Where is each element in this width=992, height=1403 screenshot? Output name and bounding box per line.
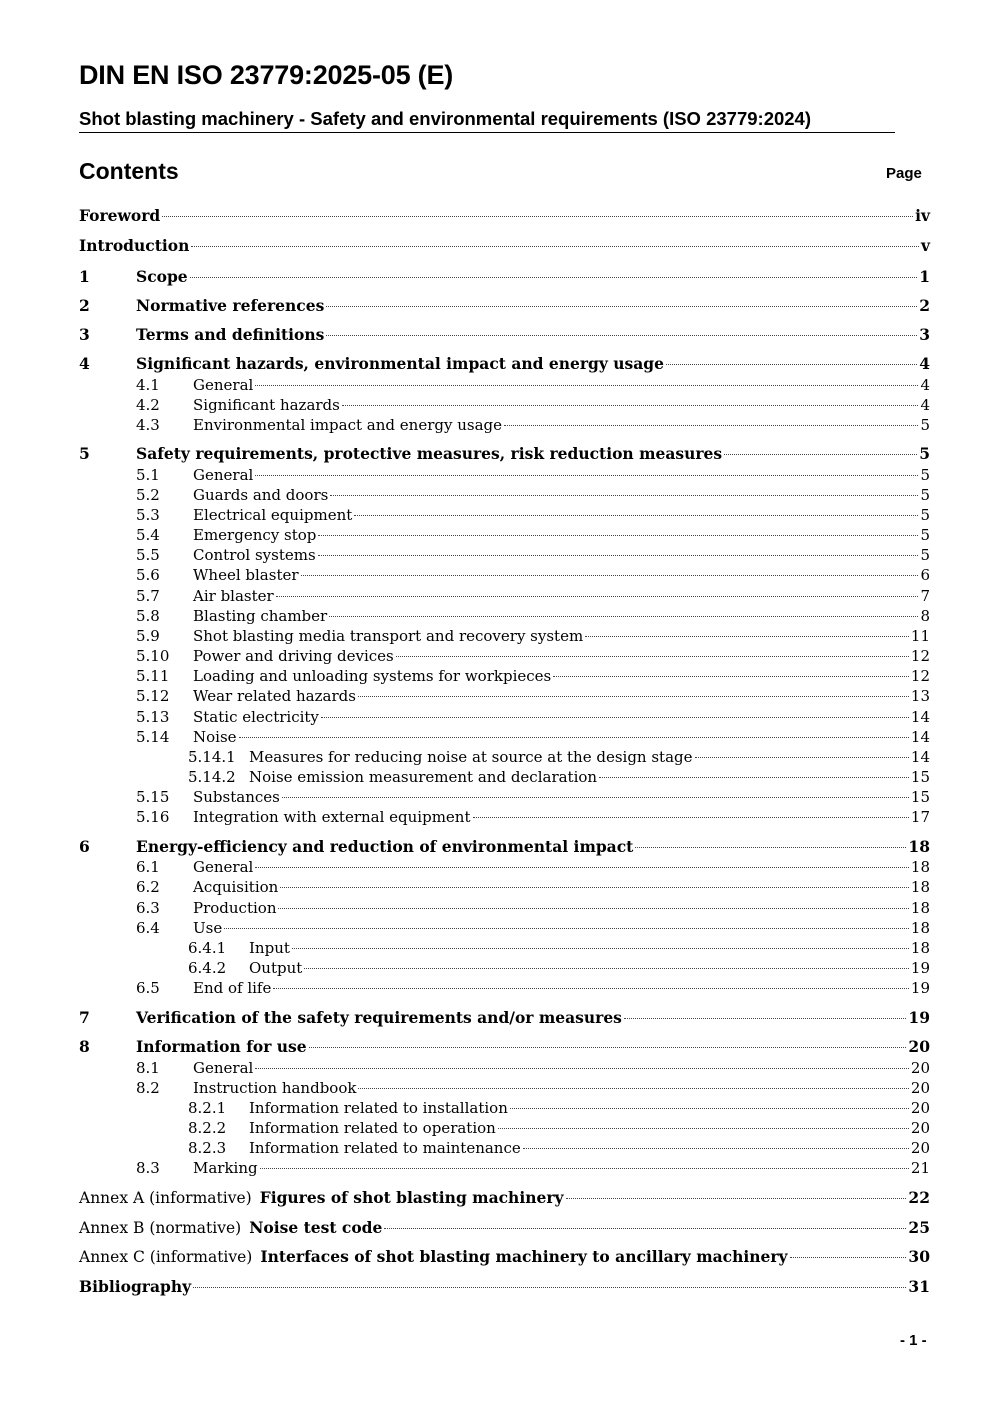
toc-entry-page: 7 — [920, 587, 930, 605]
toc-entry[interactable] — [79, 807, 930, 827]
toc-entry[interactable] — [79, 666, 930, 686]
contents-heading: Contents — [79, 158, 179, 184]
dot-leader — [255, 1068, 909, 1069]
toc-entry-title: Normative references — [136, 296, 325, 315]
dot-leader — [255, 867, 909, 868]
toc-entry-page: 2 — [919, 296, 930, 315]
toc-entry-number: 8.1 — [136, 1059, 160, 1077]
toc-entry-page: 21 — [910, 1159, 930, 1177]
toc-entry-title: Significant hazards, environmental impact and energy usage — [136, 354, 664, 373]
toc-entry[interactable] — [79, 375, 930, 395]
dot-leader — [292, 948, 909, 949]
toc-entry[interactable] — [79, 857, 930, 877]
toc-entry[interactable] — [79, 606, 930, 626]
toc-entry-page: 15 — [910, 788, 930, 806]
toc-entry[interactable] — [79, 545, 930, 565]
toc-entry-number: Annex C (informative) — [79, 1248, 253, 1266]
toc-entry-title: Introduction — [79, 236, 190, 255]
toc-entry-title: Noise emission measurement and declaration — [249, 768, 598, 786]
toc-entry-title: Control systems — [193, 546, 316, 564]
toc-entry-number: 4 — [79, 354, 90, 373]
dot-leader — [309, 1047, 907, 1048]
toc-entry-number: 5 — [79, 444, 90, 463]
toc-entry-title: Safety requirements, protective measures, risk reduction measures — [136, 444, 723, 463]
toc-entry-title: General — [193, 858, 254, 876]
dot-leader — [301, 575, 919, 576]
toc-entry-page: 4 — [919, 354, 930, 373]
toc-entry-page: 20 — [910, 1099, 930, 1117]
toc-entry-title: Information related to maintenance — [249, 1139, 521, 1157]
dot-leader — [695, 757, 909, 758]
dot-leader — [239, 737, 909, 738]
toc-entry[interactable] — [79, 787, 930, 807]
dot-leader — [635, 847, 906, 848]
dot-leader — [585, 636, 909, 637]
toc-entry-page: 20 — [910, 1139, 930, 1157]
toc-entry-number: 7 — [79, 1008, 90, 1027]
toc-entry[interactable] — [79, 236, 930, 256]
toc-entry-title: General — [193, 376, 254, 394]
toc-entry-number: 4.1 — [136, 376, 160, 394]
toc-entry[interactable] — [79, 1118, 930, 1138]
toc-entry[interactable] — [79, 505, 930, 525]
toc-entry[interactable] — [79, 586, 930, 606]
toc-entry-number: 5.12 — [136, 687, 170, 705]
page-column-label: Page — [886, 165, 922, 182]
dot-leader — [384, 1228, 906, 1229]
toc-entry-title: Static electricity — [193, 708, 319, 726]
toc-entry-number: 5.4 — [136, 526, 160, 544]
toc-entry[interactable] — [79, 1158, 930, 1178]
dot-leader — [255, 475, 918, 476]
toc-entry-number: 1 — [79, 267, 90, 286]
toc-entry[interactable] — [79, 325, 930, 345]
toc-entry-page: 11 — [910, 627, 930, 645]
toc-entry-page: 18 — [910, 858, 930, 876]
toc-entry[interactable] — [79, 1247, 930, 1267]
toc-entry[interactable] — [79, 837, 930, 857]
toc-entry-title: Figures of shot blasting machinery — [259, 1188, 564, 1207]
toc-entry[interactable] — [79, 206, 930, 226]
toc-entry-number: 5.6 — [136, 566, 160, 584]
toc-entry-page: 15 — [910, 768, 930, 786]
toc-entry-page: 5 — [920, 506, 930, 524]
toc-entry[interactable] — [79, 296, 930, 316]
toc-entry-number: 4.2 — [136, 396, 160, 414]
toc-entry-page: 1 — [919, 267, 930, 286]
toc-entry[interactable] — [79, 747, 930, 767]
toc-entry-title: Energy-efficiency and reduction of environmental impact — [136, 837, 634, 856]
toc-entry-title: Scope — [136, 267, 188, 286]
toc-entry-title: Input — [249, 939, 290, 957]
toc-entry-page: v — [920, 236, 930, 255]
toc-entry-page: 18 — [910, 939, 930, 957]
toc-entry-title: Wear related hazards — [193, 687, 356, 705]
toc-entry-number: 5.10 — [136, 647, 170, 665]
toc-entry-page: 6 — [920, 566, 930, 584]
dot-leader — [162, 216, 913, 217]
toc-entry-number: 5.14 — [136, 728, 170, 746]
toc-entry-title: Power and driving devices — [193, 647, 394, 665]
toc-entry-page: 5 — [920, 526, 930, 544]
toc-entry[interactable] — [79, 1078, 930, 1098]
toc-entry-number: Annex B (normative) — [79, 1219, 242, 1237]
dot-leader — [523, 1148, 909, 1149]
dot-leader — [273, 988, 909, 989]
toc-entry-number: 8.2 — [136, 1079, 160, 1097]
toc-entry[interactable] — [79, 395, 930, 415]
toc-entry-page: 4 — [920, 396, 930, 414]
dot-leader — [326, 306, 917, 307]
toc-entry-title: Air blaster — [193, 587, 274, 605]
toc-entry-number: 6.4 — [136, 919, 160, 937]
dot-leader — [224, 928, 909, 929]
toc-entry-number: 6.4.1 — [188, 939, 227, 957]
toc-entry-title: Bibliography — [79, 1277, 192, 1296]
toc-entry-page: 14 — [910, 728, 930, 746]
toc-entry-page: 3 — [919, 325, 930, 344]
toc-entry-number: 5.8 — [136, 607, 160, 625]
toc-entry-title: Loading and unloading systems for workpieces — [193, 667, 552, 685]
toc-entry-number: 8.2.3 — [188, 1139, 227, 1157]
toc-entry[interactable] — [79, 727, 930, 747]
toc-entry[interactable] — [79, 707, 930, 727]
dot-leader — [666, 364, 917, 365]
dot-leader — [276, 596, 919, 597]
toc-entry-title: Emergency stop — [193, 526, 317, 544]
toc-entry-page: 18 — [910, 878, 930, 896]
toc-entry[interactable] — [79, 918, 930, 938]
toc-entry[interactable] — [79, 898, 930, 918]
toc-entry-page: 20 — [910, 1059, 930, 1077]
toc-entry[interactable] — [79, 767, 930, 787]
toc-entry-number: 5.14.1 — [188, 748, 236, 766]
dot-leader — [599, 777, 909, 778]
toc-entry-page: 8 — [920, 607, 930, 625]
toc-entry-title: Acquisition — [193, 878, 279, 896]
toc-entry[interactable] — [79, 938, 930, 958]
toc-entry-title: Information for use — [136, 1037, 307, 1056]
dot-leader — [318, 555, 919, 556]
toc-entry-page: 5 — [920, 486, 930, 504]
dot-leader — [260, 1168, 909, 1169]
toc-entry[interactable] — [79, 465, 930, 485]
toc-entry-title: Significant hazards — [193, 396, 340, 414]
toc-entry[interactable] — [79, 354, 930, 374]
toc-entry-title: Electrical equipment — [193, 506, 353, 524]
toc-entry-title: Wheel blaster — [193, 566, 299, 584]
toc-entry-page: 4 — [920, 376, 930, 394]
toc-entry-number: 6 — [79, 837, 90, 856]
toc-entry-page: 20 — [910, 1079, 930, 1097]
toc-entry[interactable] — [79, 525, 930, 545]
toc-entry-title: Integration with external equipment — [193, 808, 471, 826]
toc-entry-page: 19 — [910, 959, 930, 977]
toc-entry[interactable] — [79, 444, 930, 464]
toc-entry-title: Blasting chamber — [193, 607, 328, 625]
toc-entry-number: 5.2 — [136, 486, 160, 504]
toc-entry-title: Noise — [193, 728, 237, 746]
toc-entry[interactable] — [79, 877, 930, 897]
toc-entry-number: 5.14.2 — [188, 768, 236, 786]
dot-leader — [358, 696, 909, 697]
toc-entry[interactable] — [79, 626, 930, 646]
toc-entry-title: Use — [193, 919, 223, 937]
toc-entry-page: 18 — [910, 919, 930, 937]
toc-entry-title: Output — [249, 959, 303, 977]
dot-leader — [278, 908, 908, 909]
toc-entry-title: End of life — [193, 979, 272, 997]
toc-entry-number: 5.9 — [136, 627, 160, 645]
toc-entry-title: Foreword — [79, 206, 161, 225]
toc-entry-page: 5 — [919, 444, 930, 463]
toc-entry-number: 6.5 — [136, 979, 160, 997]
toc-entry-page: 5 — [920, 416, 930, 434]
toc-entry-page: 22 — [908, 1188, 930, 1207]
toc-entry-page: 25 — [908, 1218, 930, 1237]
toc-entry[interactable] — [79, 415, 930, 435]
toc-entry-title: Production — [193, 899, 277, 917]
toc-entry[interactable] — [79, 1188, 930, 1208]
toc-entry-page: 12 — [910, 667, 930, 685]
toc-entry-page: 14 — [910, 748, 930, 766]
toc-entry-page: 19 — [910, 979, 930, 997]
dot-leader — [354, 515, 918, 516]
toc-entry-page: 18 — [910, 899, 930, 917]
toc-entry-title: Information related to operation — [249, 1119, 496, 1137]
toc-entry-number: 8.2.1 — [188, 1099, 227, 1117]
toc-entry[interactable] — [79, 646, 930, 666]
toc-entry-page: 12 — [910, 647, 930, 665]
toc-entry-page: 20 — [910, 1119, 930, 1137]
toc-entry-number: 5.1 — [136, 466, 160, 484]
footer-page-number: - 1 - — [900, 1332, 927, 1349]
toc-entry[interactable] — [79, 565, 930, 585]
toc-entry-number: 8 — [79, 1037, 90, 1056]
toc-entry[interactable] — [79, 1218, 930, 1238]
toc-entry-page: 18 — [908, 837, 930, 856]
toc-entry-number: 6.2 — [136, 878, 160, 896]
toc-entry-number: 6.1 — [136, 858, 160, 876]
toc-entry-page: 5 — [920, 546, 930, 564]
toc-entry-number: 5.3 — [136, 506, 160, 524]
toc-entry-title: Marking — [193, 1159, 258, 1177]
toc-entry[interactable] — [79, 267, 930, 287]
toc-entry-title: General — [193, 1059, 254, 1077]
toc-entry-number: 6.3 — [136, 899, 160, 917]
dot-leader — [330, 495, 918, 496]
toc-entry-number: 5.11 — [136, 667, 170, 685]
dot-leader — [724, 454, 917, 455]
toc-entry-number: 4.3 — [136, 416, 160, 434]
dot-leader — [504, 425, 918, 426]
toc-entry-title: Environmental impact and energy usage — [193, 416, 502, 434]
toc-entry-page: 17 — [910, 808, 930, 826]
toc-entry-page: 31 — [908, 1277, 930, 1296]
toc-entry[interactable] — [79, 1138, 930, 1158]
toc-entry-title: Guards and doors — [193, 486, 329, 504]
toc-entry-title: Substances — [193, 788, 280, 806]
toc-entry-title: Shot blasting media transport and recovery system — [193, 627, 584, 645]
dot-leader — [191, 246, 919, 247]
toc-entry-title: Measures for reducing noise at source at the design stage — [249, 748, 693, 766]
dot-leader — [358, 1088, 908, 1089]
dot-leader — [321, 717, 909, 718]
dot-leader — [510, 1108, 909, 1109]
toc-entry-number: 6.4.2 — [188, 959, 227, 977]
toc-entry-number: 5.5 — [136, 546, 160, 564]
toc-entry-page: 20 — [908, 1037, 930, 1056]
toc-entry-number: 5.16 — [136, 808, 170, 826]
toc-entry-page: 19 — [908, 1008, 930, 1027]
dot-leader — [282, 797, 909, 798]
toc-entry-number: 8.2.2 — [188, 1119, 227, 1137]
toc-entry-title: Noise test code — [249, 1218, 383, 1237]
toc-entry[interactable] — [79, 485, 930, 505]
document-subtitle: Shot blasting machinery - Safety and environmental requirements (ISO 23779:2024) — [79, 108, 895, 133]
dot-leader — [318, 535, 918, 536]
toc-entry-number: 5.15 — [136, 788, 170, 806]
toc-entry[interactable] — [79, 1058, 930, 1078]
dot-leader — [326, 335, 917, 336]
toc-entry-number: Annex A (informative) — [79, 1189, 252, 1207]
toc-entry-title: Interfaces of shot blasting machinery to ancillary machinery — [260, 1247, 788, 1266]
document-title: DIN EN ISO 23779:2025-05 (E) — [79, 60, 454, 90]
dot-leader — [566, 1198, 907, 1199]
toc-entry-number: 5.7 — [136, 587, 160, 605]
dot-leader — [304, 968, 909, 969]
dot-leader — [342, 405, 919, 406]
toc-entry-page: iv — [915, 206, 930, 225]
dot-leader — [553, 676, 909, 677]
toc-entry-page: 5 — [920, 466, 930, 484]
toc-entry[interactable] — [79, 978, 930, 998]
dot-leader — [193, 1287, 906, 1288]
toc-entry-page: 30 — [908, 1247, 930, 1266]
dot-leader — [624, 1018, 907, 1019]
toc-entry-title: Instruction handbook — [193, 1079, 357, 1097]
toc-entry-number: 5.13 — [136, 708, 170, 726]
dot-leader — [473, 817, 909, 818]
toc-entry-title: Terms and definitions — [136, 325, 325, 344]
toc-entry-page: 13 — [910, 687, 930, 705]
toc-entry-title: Verification of the safety requirements and/or measures — [136, 1008, 622, 1027]
dot-leader — [329, 616, 918, 617]
dot-leader — [190, 277, 918, 278]
toc-entry[interactable] — [79, 1037, 930, 1057]
dot-leader — [498, 1128, 909, 1129]
toc-entry-number: 3 — [79, 325, 90, 344]
dot-leader — [396, 656, 909, 657]
toc-entry-number: 2 — [79, 296, 90, 315]
toc-entry[interactable] — [79, 1277, 930, 1297]
toc-entry[interactable] — [79, 686, 930, 706]
toc-entry-title: Information related to installation — [249, 1099, 508, 1117]
toc-entry-number: 8.3 — [136, 1159, 160, 1177]
dot-leader — [255, 385, 918, 386]
toc-entry-page: 14 — [910, 708, 930, 726]
dot-leader — [790, 1257, 907, 1258]
toc-entry-title: General — [193, 466, 254, 484]
toc-entry[interactable] — [79, 958, 930, 978]
dot-leader — [280, 887, 909, 888]
toc-entry[interactable] — [79, 1008, 930, 1028]
toc-entry[interactable] — [79, 1098, 930, 1118]
